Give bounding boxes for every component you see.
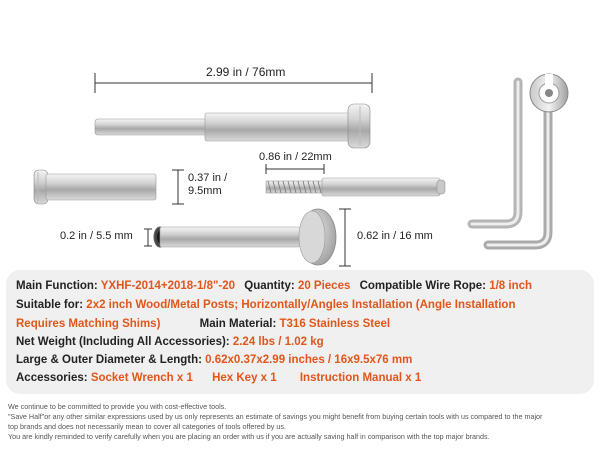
threaded-stud <box>266 178 445 196</box>
quantity-label: Quantity: <box>244 280 295 292</box>
thread-section <box>266 181 324 193</box>
head-diameter-dimension <box>172 170 184 204</box>
wire-rope-label: Compatible Wire Rope: <box>359 280 486 292</box>
disclaimer-line-1: We continue to be committed to provide you with cost-effective tools. <box>8 402 227 411</box>
material-value: T316 Stainless Steel <box>279 318 391 330</box>
weight-value: 2.24 lbs / 1.02 kg <box>232 336 324 348</box>
hole-diameter-dimension <box>144 229 152 246</box>
hole-diameter-label: 0.2 in / 5.5 mm <box>60 230 133 242</box>
head-diameter-label-line1: 0.37 in / <box>188 172 228 184</box>
spec-row-suitable-cont <box>16 318 390 330</box>
spec-row-suitable <box>16 299 515 311</box>
thread-length-dimension <box>266 164 324 174</box>
wire-rope-value: 1/8 inch <box>489 280 533 292</box>
flange-diameter-dimension <box>339 209 351 266</box>
material-label: Main Material: <box>199 318 277 330</box>
flange-fitting <box>154 209 336 265</box>
spec-row-function <box>16 280 532 292</box>
thread-length-label: 0.86 in / 22mm <box>259 151 332 163</box>
suitable-label: Suitable for: <box>16 299 84 311</box>
quantity-value: 20 Pieces <box>297 280 351 292</box>
main-function-label: Main Function: <box>16 280 98 292</box>
overall-length-label: 2.99 in / 76mm <box>206 65 286 79</box>
diameter-label: Large & Outer Diameter & Length: <box>16 354 202 366</box>
short-fitting <box>34 170 156 204</box>
long-swage-fitting <box>95 104 370 148</box>
diameter-value: 0.62x0.37x2.99 inches / 16x9.5x76 mm <box>205 354 413 366</box>
flange-diameter-label: 0.62 in / 16 mm <box>357 230 433 242</box>
suitable-value-line2: Requires Matching Shims) <box>16 318 161 330</box>
socket-wrench-tool <box>488 74 568 245</box>
disclaimer-line-4: You are kindly reminded to verify carefully when you are placing an order with us if you are actually saving half in comparison with the top major brands. <box>8 432 490 441</box>
accessories-label: Accessories: <box>16 372 88 384</box>
accessory-manual: Instruction Manual x 1 <box>299 372 422 384</box>
spec-row-diameter <box>16 354 412 366</box>
spec-row-weight <box>16 336 324 348</box>
specification-panel <box>6 270 594 394</box>
main-function-value: YXHF-2014+2018-1/8"-20 <box>100 280 236 292</box>
spec-row-accessories <box>16 372 421 384</box>
suitable-value-line1: 2x2 inch Wood/Metal Posts; Horizontally/Angles Installation (Angle Installation <box>86 299 516 311</box>
accessory-hex-key: Hex Key x 1 <box>212 372 277 384</box>
weight-label: Net Weight (Including All Accessories): <box>16 336 230 348</box>
hex-key-tool <box>472 82 518 224</box>
head-diameter-label-line2: 9.5mm <box>188 185 222 197</box>
disclaimer-line-3: top brands and does not necessarily mean to cover all categories of tools offered by us. <box>8 422 286 431</box>
disclaimer-line-2: "Save Half"or any other similar expressions used by us only represents an estimate of savings you might benefit from buying certain tools with us compared to the major <box>8 412 543 421</box>
accessory-socket-wrench: Socket Wrench x 1 <box>90 372 193 384</box>
